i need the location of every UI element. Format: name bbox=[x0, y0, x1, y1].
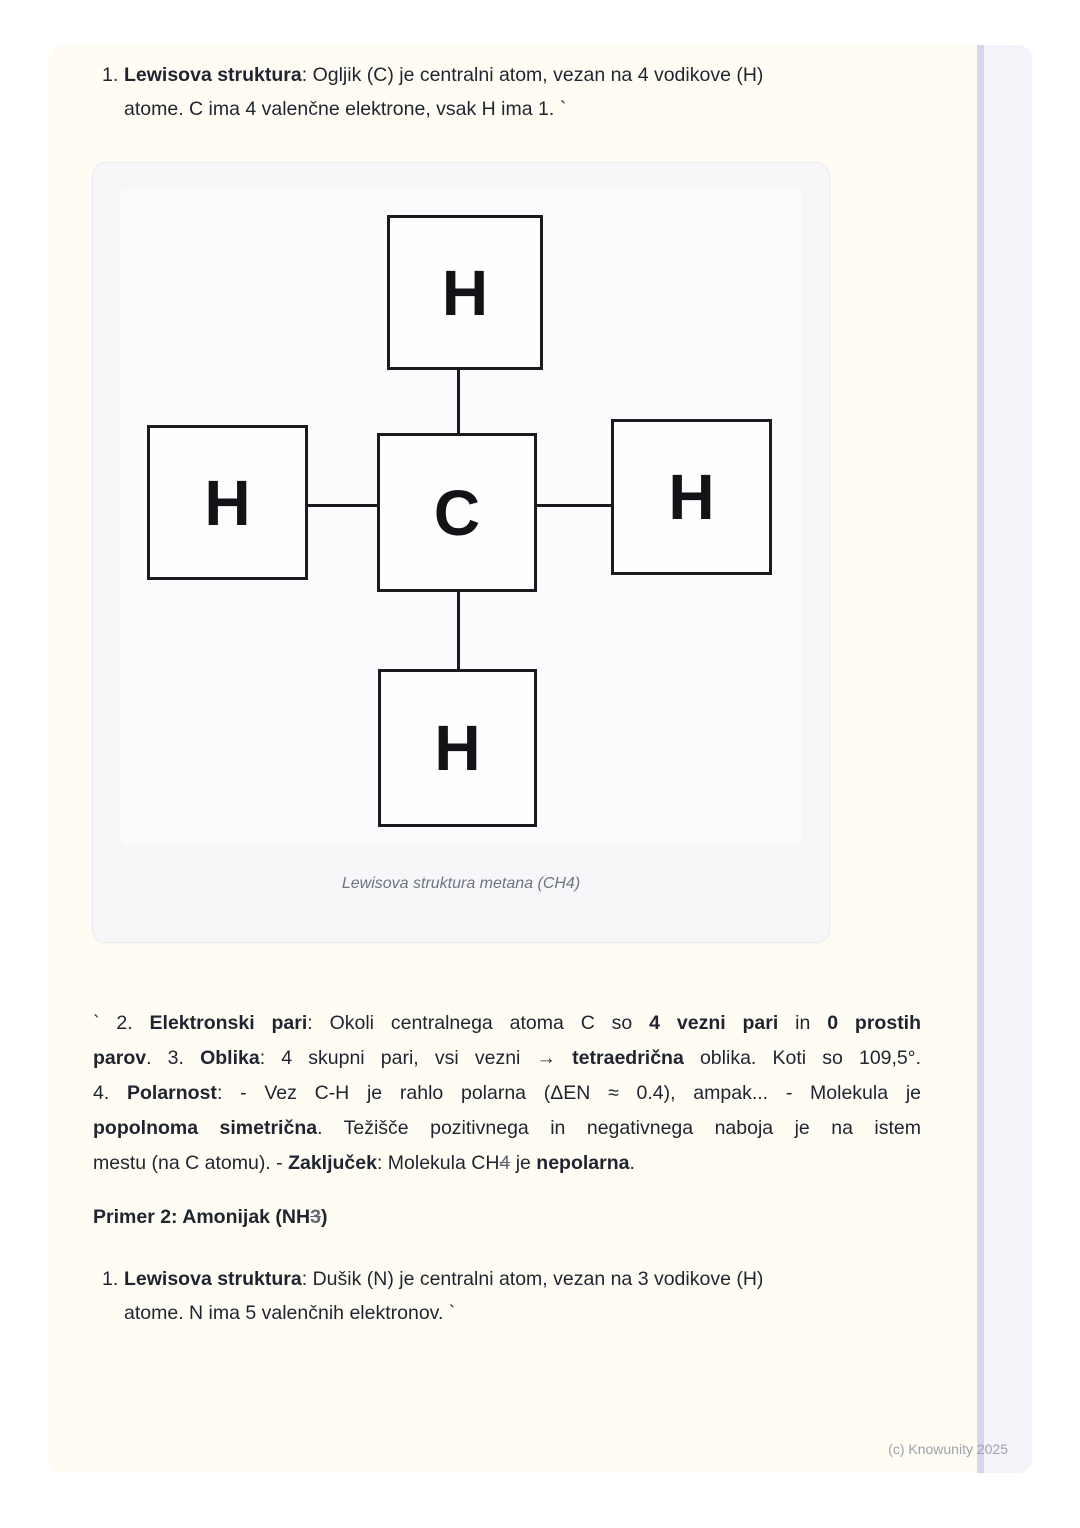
atom-symbol: H bbox=[441, 256, 489, 329]
paragraph-line: ` 2. Elektronski pari: Okoli centralnega atoma C so 4 vezni pari in 0 prostih bbox=[93, 1012, 922, 1034]
list-text: Lewisova struktura: Ogljik (C) je centralni atom, vezan na 4 vodikove (H) bbox=[124, 64, 764, 86]
scrollbar-track[interactable] bbox=[977, 45, 1032, 1473]
figure-caption: Lewisova struktura metana (CH4) bbox=[341, 875, 581, 892]
document-sheet bbox=[48, 45, 1032, 1473]
atom-symbol: H bbox=[668, 461, 715, 533]
bond-left bbox=[308, 504, 377, 507]
list-line: atome. C ima 4 valenčne elektrone, vsak H ima 1. ` bbox=[124, 98, 567, 120]
copyright-notice: (c) Knowunity 2025 bbox=[888, 1441, 1008, 1457]
list-item-lewis-ch4 bbox=[102, 58, 922, 126]
paragraph-line: parov. 3. Oblika: 4 skupni pari, vsi vezni → tetraedrična oblika. Koti so 109,5°. bbox=[93, 1047, 921, 1069]
figure-card-lewis-structure bbox=[92, 162, 830, 943]
list-line bbox=[102, 58, 922, 92]
bond-right bbox=[537, 504, 611, 507]
atom-box-hydrogen-left bbox=[147, 425, 308, 580]
atom-box-carbon-center bbox=[377, 433, 537, 592]
list-text: Lewisova struktura: Dušik (N) je centralni atom, vezan na 3 vodikove (H) bbox=[124, 1268, 764, 1290]
atom-box-hydrogen-bottom bbox=[378, 669, 537, 827]
list-item-lewis-nh3 bbox=[102, 1262, 922, 1330]
list-marker: 1. bbox=[102, 64, 119, 86]
atom-symbol: C bbox=[433, 476, 481, 549]
atom-symbol: H bbox=[434, 712, 481, 784]
paragraph-analysis bbox=[93, 1006, 921, 1181]
list-line bbox=[102, 1262, 922, 1296]
atom-symbol: H bbox=[204, 466, 251, 539]
section-heading-primer-2: Primer 2: Amonijak (NH3) bbox=[93, 1206, 328, 1228]
atom-box-hydrogen-right bbox=[611, 419, 772, 575]
list-line: atome. N ima 5 valenčnih elektronov. ` bbox=[124, 1302, 456, 1324]
atom-box-hydrogen-top bbox=[387, 215, 543, 370]
lewis-structure-diagram bbox=[120, 188, 802, 846]
bond-top bbox=[457, 370, 460, 433]
bond-bottom bbox=[457, 592, 460, 669]
list-marker: 1. bbox=[102, 1268, 119, 1290]
paragraph-line: popolnoma simetrična. Težišče pozitivnega in negativnega naboja je na istem bbox=[93, 1117, 921, 1139]
paragraph-line: mestu (na C atomu). - Zaključek: Molekula CH4 je nepolarna. bbox=[93, 1152, 635, 1174]
paragraph-line: 4. Polarnost: - Vez C-H je rahlo polarna (ΔEN ≈ 0.4), ampak... - Molekula je bbox=[93, 1082, 921, 1104]
scrollbar-thumb[interactable] bbox=[977, 45, 984, 1473]
